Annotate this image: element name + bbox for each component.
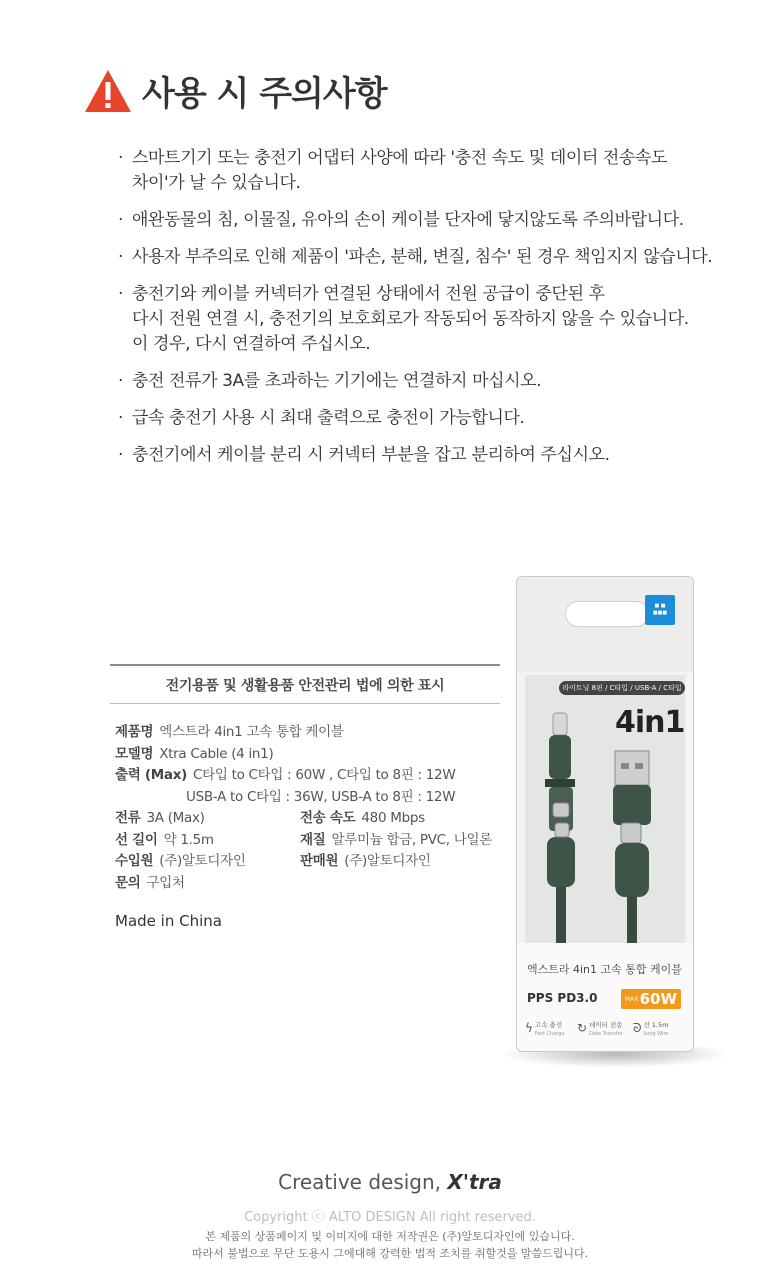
legal-line: 따라서 불법으로 무단 도용시 그에대해 강력한 법적 조치를 취할것을 말씀드립니다. <box>191 1247 589 1260</box>
spec-row-importer <box>115 851 300 873</box>
feature-sub: Long Wire <box>643 1031 669 1037</box>
feature-fast-charge <box>525 1021 565 1038</box>
spec-key: 수입원 <box>115 853 154 869</box>
feature-label: 선 1.5m <box>643 1021 669 1029</box>
spec-row-output <box>115 765 500 787</box>
spec-row-model <box>115 744 500 766</box>
caution-text: 충전기와 케이블 커넥터가 연결된 상태에서 전원 공급이 중단된 후 <box>132 284 605 304</box>
spec-row-material <box>300 830 500 852</box>
feature-label: 데이터 전송 <box>589 1021 623 1029</box>
spec-value: 약 1.5m <box>163 831 214 848</box>
caution-list <box>118 146 738 480</box>
made-in-text: Made in China <box>115 912 222 930</box>
lightning-icon: ϟ <box>525 1021 533 1035</box>
spec-grid <box>115 808 500 873</box>
bullet: · <box>118 210 124 230</box>
spec-value: (주)알토디자인 <box>344 853 431 869</box>
caution-item <box>118 369 738 394</box>
sync-icon: ↻ <box>577 1021 588 1035</box>
caution-text: 충전기에서 케이블 분리 시 커넥터 부분을 잡고 분리하여 주십시오. <box>132 445 610 465</box>
bullet: · <box>118 247 124 267</box>
hang-hole <box>565 601 649 627</box>
feature-long-wire <box>633 1021 668 1038</box>
spec-key: 문의 <box>115 874 141 891</box>
product-package-image <box>516 576 694 1052</box>
caution-text: 차이'가 날 수 있습니다. <box>132 173 301 193</box>
max-watt: 60W <box>639 990 677 1008</box>
cable-illustration <box>533 707 683 947</box>
caution-item <box>118 245 738 270</box>
spec-row-seller <box>300 851 500 873</box>
spec-key: 출력 (Max) <box>115 767 187 783</box>
safety-label <box>110 664 500 894</box>
caution-text: 충전 전류가 3A를 초과하는 기기에는 연결하지 마십시오. <box>132 371 542 391</box>
legal-notice <box>0 1228 780 1262</box>
feature-label: 고속 충전 <box>534 1021 563 1029</box>
brand-logo: X'tra <box>447 1170 502 1194</box>
spec-row-inquiry <box>115 873 500 895</box>
feature-data-transfer <box>577 1021 623 1038</box>
spec-value: C타입 to C타입 : 60W , C타입 to 8핀 : 12W <box>192 767 456 783</box>
connector-types-pill: 라이트닝 8핀 / C타입 / USB-A / C타입 <box>559 681 685 695</box>
bullet: · <box>118 148 124 168</box>
bullet: · <box>118 445 124 465</box>
section-title-row <box>84 66 387 115</box>
spec-value: 구입처 <box>146 874 185 891</box>
spec-value: 엑스트라 4in1 고속 통합 케이블 <box>159 724 344 740</box>
feature-sub: Data Transfer <box>589 1031 623 1037</box>
caution-text: 다시 전원 연결 시, 충전기의 보호회로가 작동되어 동작하지 않을 수 있습니다. <box>132 309 689 329</box>
caution-text: 애완동물의 침, 이물질, 유아의 손이 케이블 단자에 닿지않도록 주의바랍니다. <box>132 210 684 230</box>
max-watt-badge <box>621 989 681 1009</box>
certification-badge-icon: ■ ■ ■■■ <box>645 595 675 625</box>
max-label: MAX <box>625 996 639 1003</box>
page-title: 사용 시 주의사항 <box>142 74 387 114</box>
caution-item <box>118 208 738 233</box>
caution-text: 스마트기기 또는 충전기 어댑터 사양에 따라 '충전 속도 및 데이터 전송속도 <box>132 148 667 168</box>
coil-icon: ᘐ <box>633 1021 642 1035</box>
spec-row-current <box>115 808 300 830</box>
spec-key: 전류 <box>115 810 141 826</box>
spec-value: USB-A to C타입 : 36W, USB-A to 8핀 : 12W <box>186 788 456 805</box>
spec-key: 제품명 <box>115 724 154 740</box>
spec-key: 전송 속도 <box>300 810 356 826</box>
spec-row-speed <box>300 808 500 830</box>
legal-line: 본 제품의 상품페이지 및 이미지에 대한 저작권은 (주)알토디자인에 있습니다. <box>205 1230 575 1243</box>
package-pps-label: PPS PD3.0 <box>527 991 598 1005</box>
spec-value: (주)알토디자인 <box>159 853 246 869</box>
safety-label-heading: 전기용품 및 생활용품 안전관리 법에 의한 표시 <box>110 664 500 704</box>
brand-tagline: Creative design, <box>278 1170 448 1194</box>
feature-sub: Fast Charge <box>534 1031 565 1037</box>
spec-key: 모델명 <box>115 745 154 762</box>
warning-icon <box>84 68 132 114</box>
spec-value: 480 Mbps <box>361 810 425 826</box>
spec-value: 3A (Max) <box>146 810 205 826</box>
spec-key: 선 길이 <box>115 831 158 848</box>
spec-value: 알루미늄 합금, PVC, 나일론 <box>331 831 493 848</box>
footer-brand <box>0 1170 780 1194</box>
caution-text: 사용자 부주의로 인해 제품이 '파손, 분해, 변질, 침수' 된 경우 책임지지 않습니다. <box>132 247 713 267</box>
caution-text: 이 경우, 다시 연결하여 주십시오. <box>132 334 371 354</box>
spec-row-length <box>115 830 300 852</box>
package-4in1-text: 4in1 <box>615 705 685 740</box>
bullet: · <box>118 408 124 428</box>
spec-list <box>115 722 500 894</box>
caution-text: 급속 충전기 사용 시 최대 출력으로 충전이 가능합니다. <box>132 408 525 428</box>
package-product-name: 엑스트라 4in1 고속 통합 케이블 <box>527 963 682 976</box>
caution-item <box>118 146 738 196</box>
caution-item <box>118 443 738 468</box>
copyright-text: Copyright ⓒ ALTO DESIGN All right reserved. <box>244 1210 536 1225</box>
spec-key: 판매원 <box>300 853 339 869</box>
bullet: · <box>118 371 124 391</box>
caution-item <box>118 282 738 357</box>
bullet: · <box>118 284 124 304</box>
spec-value: Xtra Cable (4 in1) <box>159 745 274 762</box>
spec-row-output-2 <box>115 787 500 809</box>
spec-key: 재질 <box>300 831 326 848</box>
spec-row-product-name <box>115 722 500 744</box>
caution-item <box>118 406 738 431</box>
